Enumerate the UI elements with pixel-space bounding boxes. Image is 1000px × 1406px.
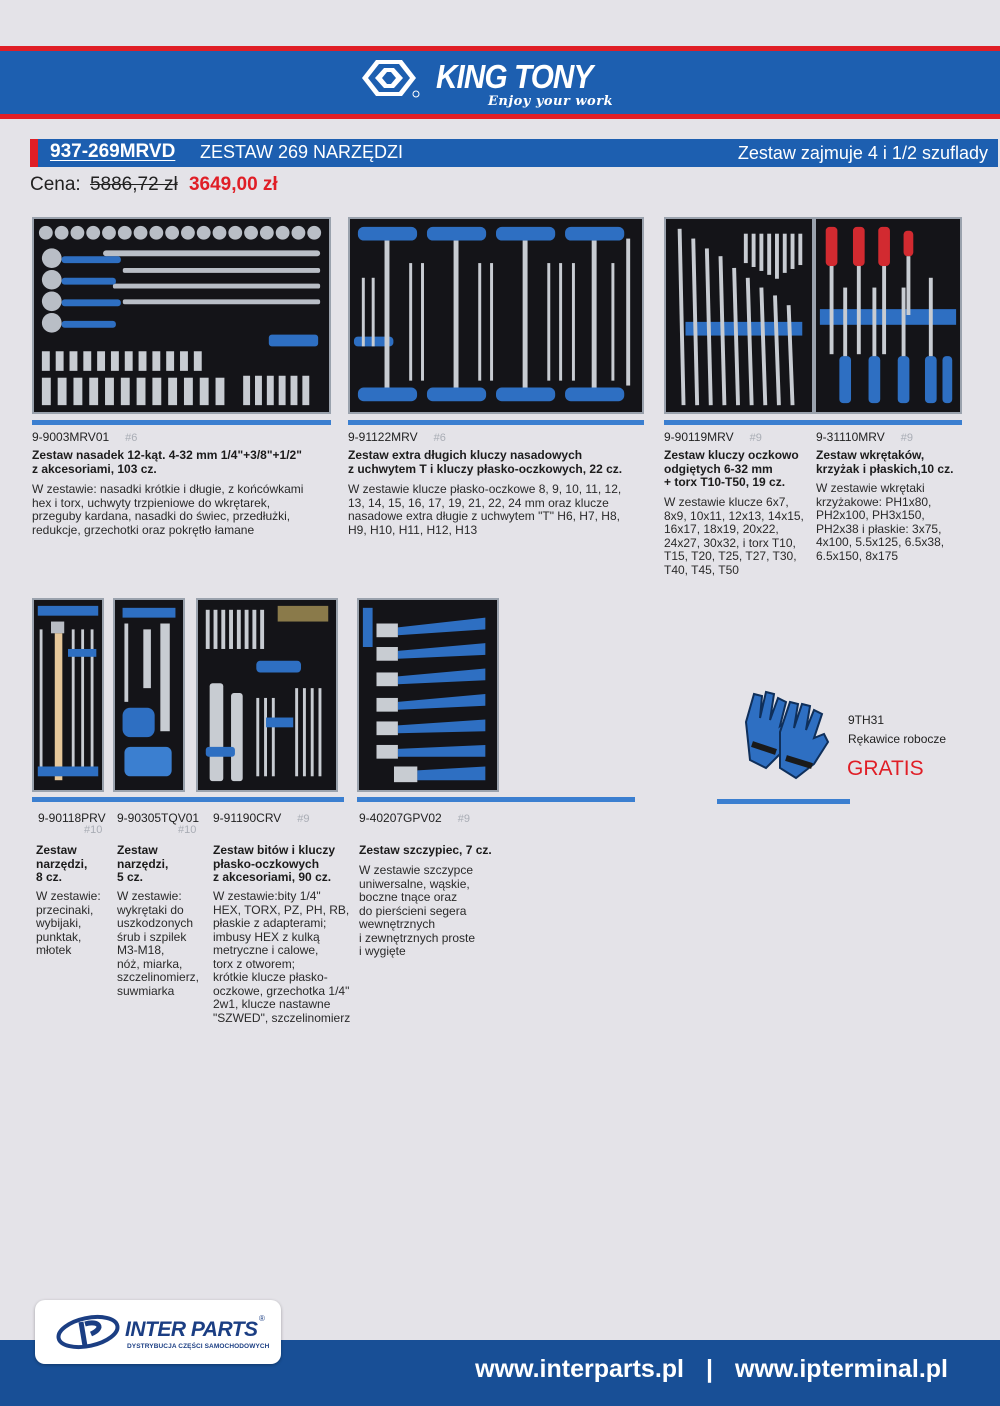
product-title: Zestaw narzędzi, 5 cz.: [117, 843, 169, 884]
product-photo-long-t-wrenches: [348, 217, 644, 414]
inter-parts-name: INTER PARTS: [125, 1318, 258, 1341]
product-code: 9-31110MRV #9: [816, 430, 913, 444]
header-red-stripe-bottom: [0, 114, 1000, 119]
product-code: 9-9003MRV01 #6: [32, 430, 138, 444]
set-drawers-info: Zestaw zajmuje 4 i 1/2 szuflady: [737, 143, 988, 163]
row1-underline-c: [664, 420, 962, 425]
brand-slogan: Enjoy your work: [488, 94, 614, 109]
brand-name: KING TONY: [436, 58, 593, 95]
product-tag: #10: [178, 824, 197, 836]
gift-code: 9TH31: [848, 713, 885, 727]
product-photo-pliers-set: [357, 598, 499, 792]
product-tag: #9: [900, 432, 913, 444]
product-tag: #9: [749, 432, 762, 444]
row1-underline-a: [32, 420, 331, 425]
gift-name: Rękawice robocze: [848, 732, 947, 746]
product-code: 9-40207GPV02 #9: [359, 811, 470, 825]
product-tag: #9: [297, 813, 310, 825]
product-code: 9-90305TQV01: [117, 811, 200, 825]
king-tony-logo-icon: [358, 56, 420, 100]
row2-underline-b: [357, 797, 635, 802]
product-photo-offset-ring-wrenches: [664, 217, 814, 414]
product-title: Zestaw szczypiec, 7 cz.: [359, 843, 492, 857]
inter-parts-logo-card: [35, 1300, 281, 1364]
footer-separator: |: [706, 1355, 713, 1383]
product-title: Zestaw extra długich kluczy nasadowych z uchwytem T i kluczy płasko-oczkowych, 22 cz.: [348, 448, 623, 476]
product-code: 9-91190CRV #9: [213, 811, 310, 825]
product-description: W zestawie klucze 6x7, 8x9, 10x11, 12x13, 14x15, 16x17, 18x19, 20x22, 24x27, 30x32, i torx T10, T15, T20, T25, T27, T30, T40, T45, T50: [664, 495, 804, 577]
product-photo-chisel-hammer-set: [32, 598, 104, 792]
row2-underline-a: [32, 797, 344, 802]
price-label: Cena:: [30, 174, 81, 195]
product-title: Zestaw bitów i kluczy płasko-oczkowych z akcesoriami, 90 cz.: [213, 843, 336, 884]
product-description: W zestawie: wykrętaki do uszkodzonych śrub i szpilek M3-M18, nóż, miarka, szczelinomierz, suwmiarka: [117, 889, 200, 998]
product-description: W zestawie: przecinaki, wybijaki, punktak, młotek: [36, 889, 101, 957]
product-title: Zestaw wkrętaków, krzyżak i płaskich,10 cz.: [816, 448, 954, 476]
product-title: Zestaw kluczy oczkowo odgiętych 6-32 mm + torx T10-T50, 19 cz.: [664, 448, 799, 489]
price-line: [30, 174, 278, 196]
registered-mark-icon: ®: [259, 1314, 265, 1323]
product-tag: #9: [457, 813, 470, 825]
header-top-band: [0, 0, 1000, 46]
set-title-bar: [30, 139, 998, 167]
product-code: 9-91122MRV #6: [348, 430, 446, 444]
product-code: 9-90118PRV: [38, 811, 106, 825]
footer-websites: [475, 1355, 948, 1384]
product-title: Zestaw nasadek 12-kąt. 4-32 mm 1/4"+3/8"+1/2" z akcesoriami, 103 cz.: [32, 448, 302, 476]
set-code: 937-269MRVD: [50, 141, 176, 162]
set-name: ZESTAW 269 NARZĘDZI: [200, 142, 404, 162]
product-description: W zestawie wkrętaki krzyżakowe: PH1x80, PH2x100, PH3x150, PH2x38 i płaskie: 3x75, 4x100, 5.5x125, 6.5x38, 6.5x150, 8x175: [816, 481, 945, 563]
brand-header: [0, 0, 1000, 122]
gift-free-label: GRATIS: [847, 757, 924, 780]
product-description: W zestawie:bity 1/4" HEX, TORX, PZ, PH, RB, płaskie z adapterami; imbusy HEX z kulką metryczne i calowe, torx z otworem; krótkie klucze płasko- oczkowe, grzechotka 1/4" 2w1, klucze nastawne "SZWED", szczelinomierz: [213, 889, 351, 1025]
product-code: 9-90119MRV #9: [664, 430, 762, 444]
inter-parts-logo-icon: [55, 1312, 121, 1352]
work-gloves-image: [736, 682, 836, 782]
title-red-marker: [30, 139, 38, 167]
product-tag: #10: [84, 824, 103, 836]
price-new: 3649,00 zł: [188, 174, 278, 195]
product-photo-bits-wrenches-set: [196, 598, 338, 792]
product-tag: #6: [433, 432, 446, 444]
footer-link-ipterminal[interactable]: www.ipterminal.pl: [735, 1355, 948, 1383]
product-photo-screwdriver-set: [814, 217, 962, 414]
inter-parts-subtitle: DYSTRYBUCJA CZĘŚCI SAMOCHODOWYCH: [127, 1343, 270, 1350]
product-description: W zestawie: nasadki krótkie i długie, z końcówkami hex i torx, uchwyty trzpieniowe do wkrętarek, przeguby kardana, nasadki do świec, przedłużki, redukcje, grzechotki oraz pokrętło łamane: [32, 482, 304, 537]
row1-underline-b: [348, 420, 644, 425]
gift-underline: [717, 799, 850, 804]
product-description: W zestawie szczypce uniwersalne, wąskie, boczne tnące oraz do pierścieni segera wewnętrznych i zewnętrznych proste i wygięte: [359, 863, 476, 958]
product-tag: #6: [125, 432, 138, 444]
product-photo-socket-set: [32, 217, 331, 414]
product-description: W zestawie klucze płasko-oczkowe 8, 9, 10, 11, 12, 13, 14, 15, 16, 17, 19, 21, 22, 24 mm oraz klucze nasadowe extra długie z uchwytem "T" H6, H7, H8, H9, H10, H11, H12, H13: [348, 482, 622, 537]
footer-link-interparts[interactable]: www.interparts.pl: [475, 1355, 684, 1383]
price-old: 5886,72 zł: [89, 174, 178, 195]
product-title: Zestaw narzędzi, 8 cz.: [36, 843, 88, 884]
product-photo-extractor-tools-set: [113, 598, 185, 792]
